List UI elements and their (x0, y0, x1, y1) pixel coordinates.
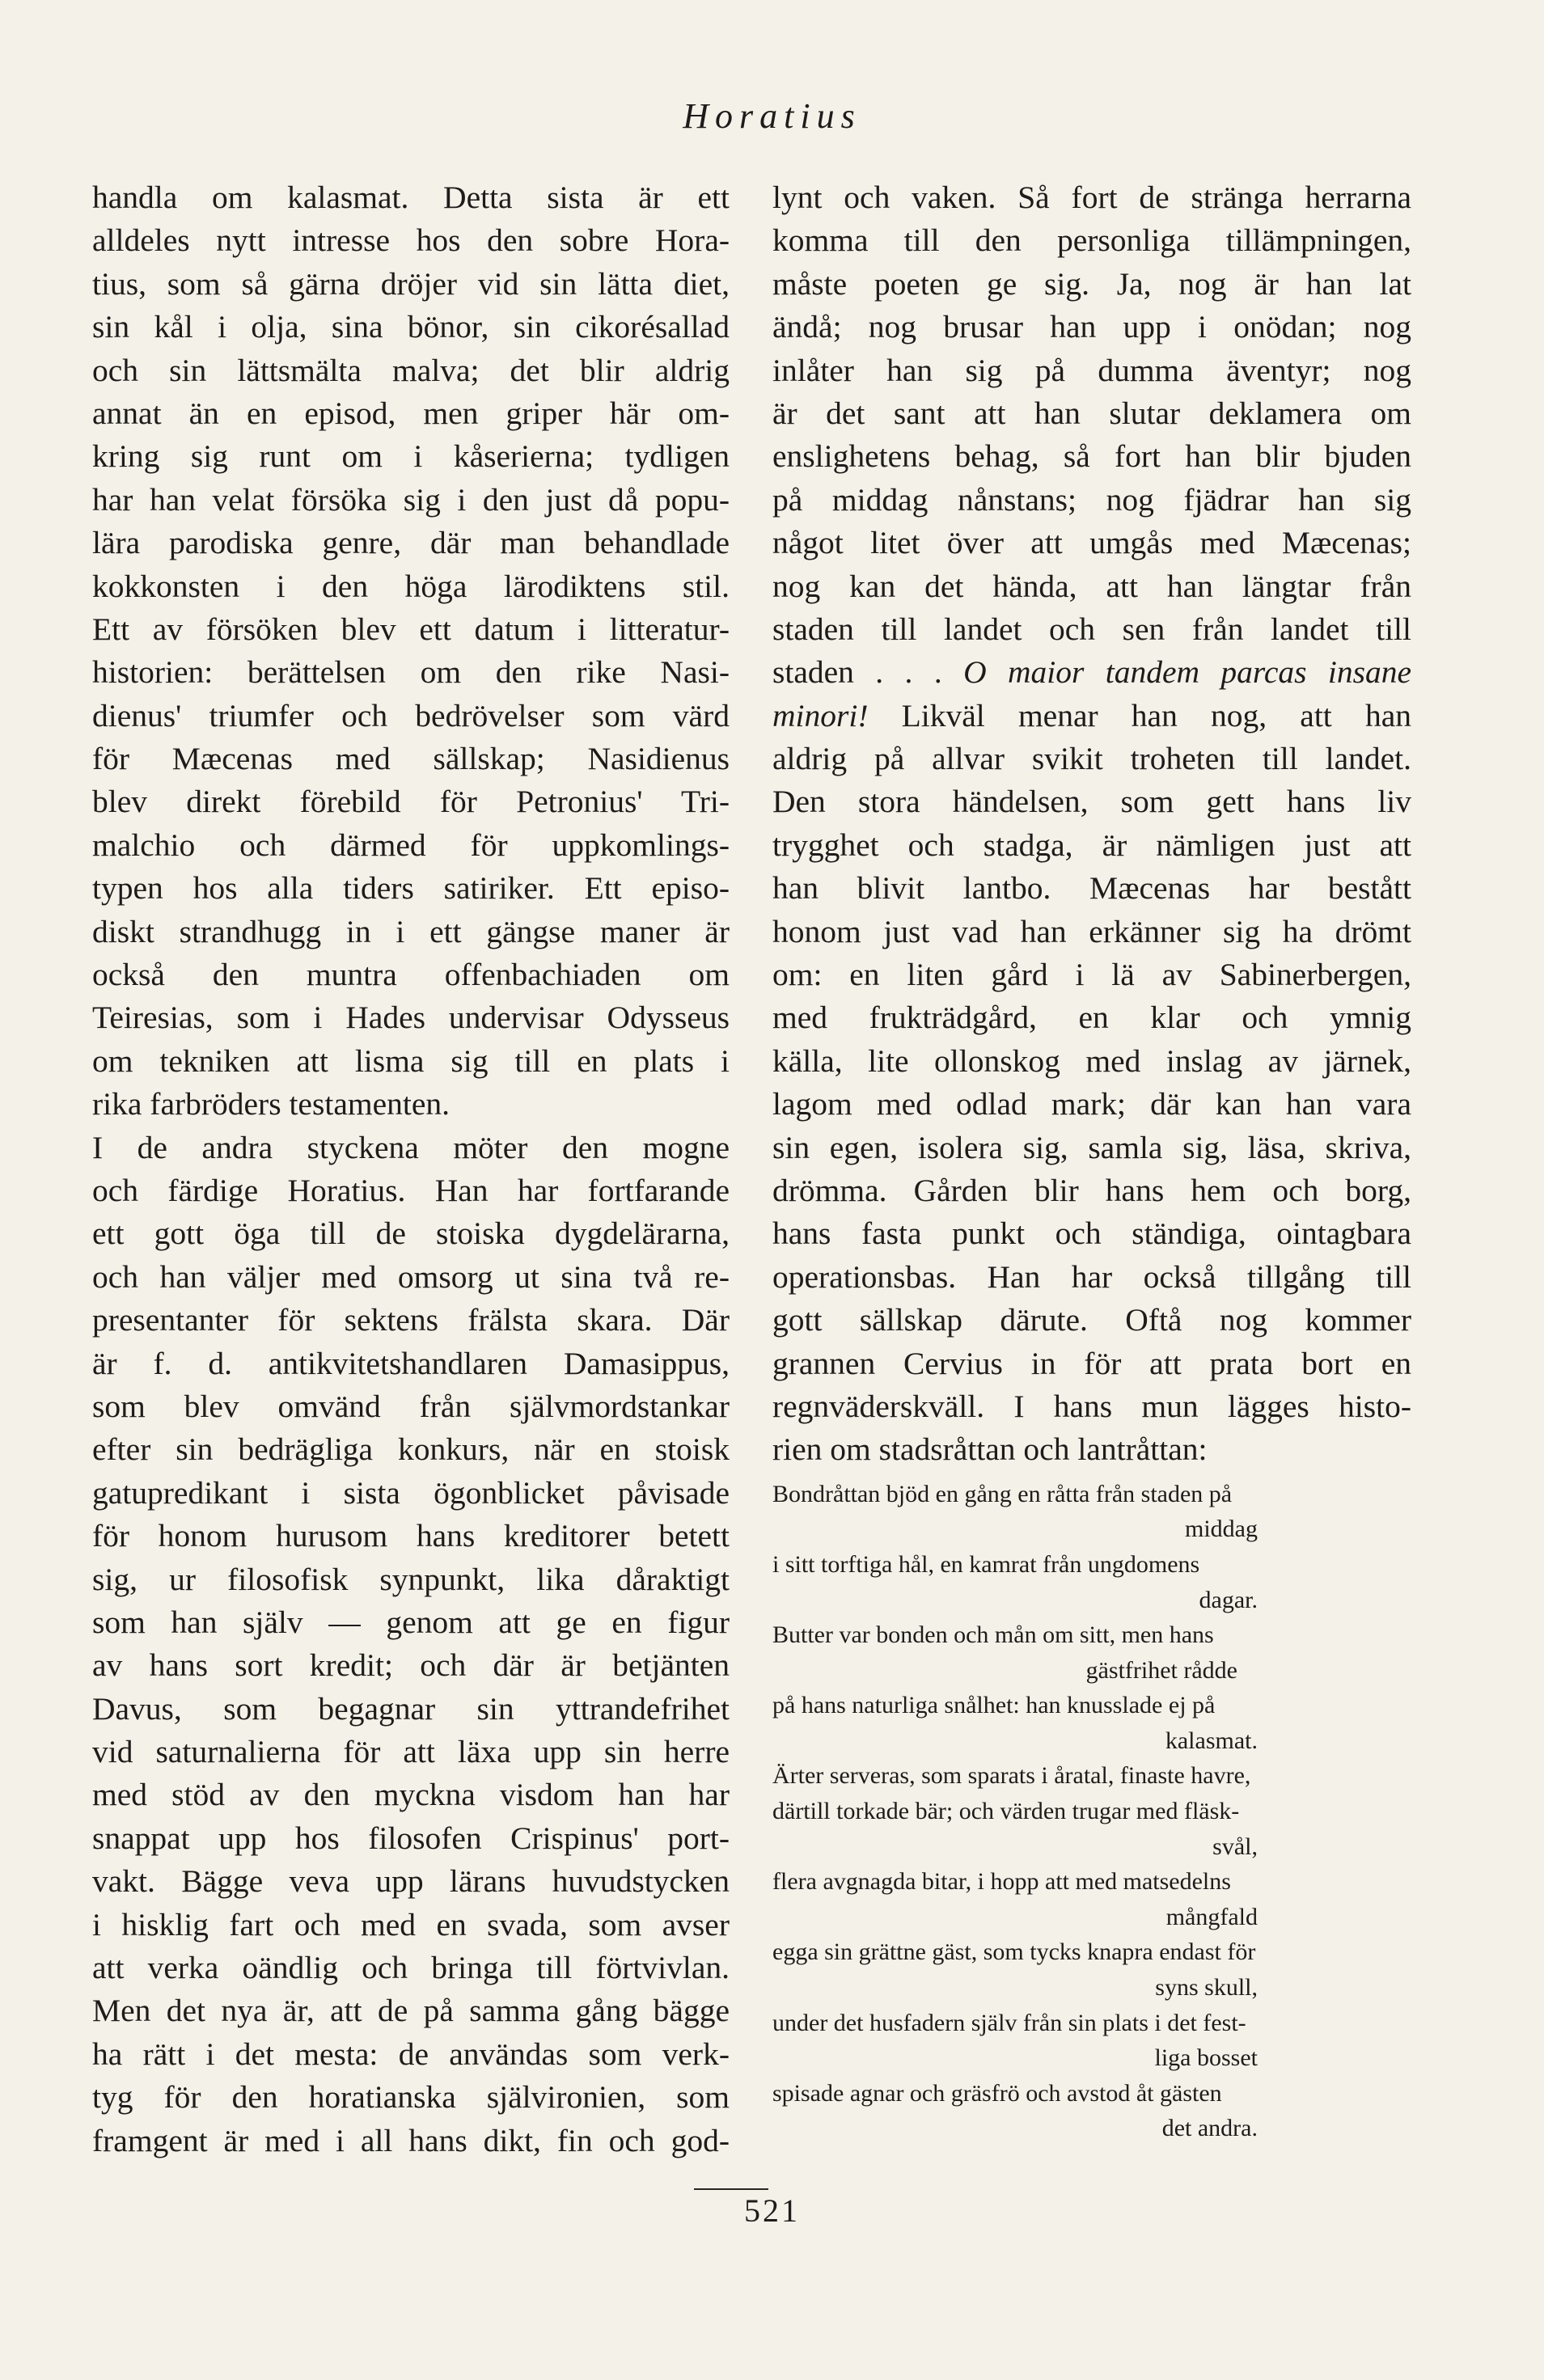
text-line: operationsbas. Han har också tillgång till (772, 1258, 1411, 1295)
text-line: kring sig runt om i kåserierna; tydligen (92, 438, 730, 475)
text-line: att verka oändlig och bringa till förtvivlan. (92, 1950, 730, 1986)
verse-line: Butter var bonden och mån om sitt, men hans (772, 1621, 1214, 1649)
text-line: grannen Cervius in för att prata bort en (772, 1345, 1411, 1381)
latin-quote: O maior tandem parcas insane (963, 654, 1411, 691)
latin-quote-end: minori! (772, 697, 869, 733)
text-line: också den muntra offenbachiaden om (92, 957, 730, 993)
verse-line: på hans naturliga snålhet: han knusslade ej på (772, 1692, 1216, 1719)
verse-line: därtill torkade bär; och värden trugar med fläsk- (772, 1798, 1240, 1825)
verse-continuation: svål, (1212, 1833, 1258, 1860)
verse-line: Bondråttan bjöd en gång en råtta från staden på (772, 1480, 1233, 1507)
text-line: Davus, som begagnar sin yttrandefrihet (92, 1690, 730, 1727)
verse-line: i sitt torftiga hål, en kamrat från ungdomens (772, 1550, 1200, 1578)
text-line: ha rätt i det mesta: de användas som verk- (92, 2035, 730, 2072)
text-line: regnväderskväll. I hans mun lägges histo- (772, 1388, 1411, 1424)
text-line: dienus' triumfer och bedrövelser som värd (92, 697, 730, 733)
text-line: enslighetens behag, så fort han blir bjuden (772, 438, 1411, 475)
verse-continuation: mångfald (1165, 1903, 1258, 1930)
text-line: måste poeten ge sig. Ja, nog är han lat (772, 265, 1411, 302)
text-line: malchio och därmed för uppkomlings- (92, 826, 730, 863)
verse-continuation: det andra. (1161, 2115, 1258, 2142)
text-line: och sin lättsmälta malva; det blir aldrig (92, 352, 730, 388)
text-line: presentanter för sektens frälsta skara. Där (92, 1302, 730, 1338)
text-line: som blev omvänd från självmordstankar (92, 1388, 730, 1424)
text-line: nog kan det hända, att han längtar från (772, 568, 1411, 604)
text-line: Ett av försöken blev ett datum i litteratur- (92, 611, 730, 647)
text-line: som han själv — genom att ge en figur (92, 1604, 730, 1640)
verse-line: Ärter serveras, som sparats i åratal, finaste havre, (772, 1762, 1251, 1790)
text-line: typen hos alla tiders satiriker. Ett episo- (92, 870, 730, 907)
text-line: snappat upp hos filosofen Crispinus' port- (92, 1820, 730, 1856)
text-line: lynt och vaken. Så fort de stränga herrarna (772, 180, 1411, 215)
text-line: med stöd av den myckna visdom han har (92, 1777, 730, 1813)
verse-continuation: liga bosset (1154, 2044, 1258, 2072)
text-line: av hans sort kredit; och där är betjänten (92, 1647, 730, 1684)
text-line: inlåter han sig på dumma äventyr; nog (772, 352, 1411, 388)
text-line: honom just vad han erkänner sig ha drömt (772, 913, 1411, 949)
text-line: något litet över att umgås med Mæcenas; (772, 525, 1411, 561)
running-head: Horatius (683, 96, 861, 136)
text-line (772, 651, 1411, 694)
text-line: är det sant att han slutar deklamera om (772, 395, 1411, 431)
text-line: ett gott öga till de stoiska dygdelärarna, (92, 1215, 730, 1252)
text-line: har han velat försöka sig i den just då popu- (92, 481, 730, 518)
text-line: staden till landet och sen från landet till (772, 611, 1411, 647)
text-line: hans fasta punkt och ständiga, ointagbara (772, 1215, 1411, 1252)
text-line: sig, ur filosofisk synpunkt, lika dåraktigt (92, 1561, 730, 1597)
text-line: drömma. Gården blir hans hem och borg, (772, 1172, 1411, 1208)
verse-line: flera avgnagda bitar, i hopp att med matsedelns (772, 1868, 1231, 1896)
text-fragment: Likväl menar han nog, att han (868, 697, 1411, 733)
verse-line: under det husfadern själv från sin plats i det fest- (772, 2009, 1246, 2036)
text-line: sin kål i olja, sina bönor, sin cikorésallad (92, 309, 730, 345)
text-line: gatupredikant i sista ögonblicket påvisade (92, 1474, 730, 1511)
right-column (772, 176, 1411, 2146)
text-line: om: en liten gård i lä av Sabinerbergen, (772, 957, 1411, 993)
text-line: ändå; nog brusar han upp i onödan; nog (772, 309, 1411, 345)
text-line: han blivit lantbo. Mæcenas har bestått (772, 870, 1411, 907)
text-line (772, 695, 1411, 738)
text-line: diskt strandhugg in i ett gängse maner är (92, 913, 730, 949)
verse-continuation: kalasmat. (1165, 1727, 1258, 1754)
text-line: gott sällskap därute. Oftå nog kommer (772, 1302, 1411, 1338)
right-column-prose (772, 176, 1411, 1472)
text-line: och färdige Horatius. Han har fortfarande (92, 1172, 730, 1208)
text-line: tyg för den horatianska självironien, som (92, 2079, 730, 2116)
text-line: Men det nya är, att de på samma gång bägge (92, 1993, 730, 2029)
text-line: källa, lite ollonskog med inslag av järnek, (772, 1042, 1411, 1079)
verse-block (772, 1477, 1411, 2146)
footer-rule (694, 2188, 768, 2190)
text-line: I de andra styckena möter den mogne (92, 1129, 730, 1165)
text-line: aldrig på allvar svikit troheten till landet. (772, 741, 1411, 777)
text-line: Teiresias, som i Hades undervisar Odysseus (92, 1000, 730, 1036)
text-line: rien om stadsråttan och lantråttan: (772, 1431, 1208, 1468)
text-line: lagom med odlad mark; där kan han vara (772, 1086, 1411, 1122)
text-line: kokkonsten i den höga lärodiktens stil. (92, 568, 730, 604)
text-line: blev direkt förebild för Petronius' Tri- (92, 784, 730, 820)
verse-line: spisade agnar och gräsfrö och avstod åt gästen (772, 2079, 1222, 2107)
text-line: och han väljer med omsorg ut sina två re- (92, 1258, 730, 1295)
text-line: handla om kalasmat. Detta sista är ett (92, 180, 730, 215)
text-line: trygghet och stadga, är nämligen just att (772, 826, 1411, 863)
text-line: om tekniken att lisma sig till en plats i (92, 1042, 730, 1079)
text-line: är f. d. antikvitetshandlaren Damasippus, (92, 1345, 730, 1381)
text-line: för Mæcenas med sällskap; Nasidienus (92, 741, 730, 777)
text-line: rika farbröders testamenten. (92, 1086, 450, 1122)
text-line: sin egen, isolera sig, samla sig, läsa, skriva, (772, 1129, 1411, 1165)
left-column (92, 176, 730, 2162)
text-line: framgent är med i all hans dikt, fin och god- (92, 2122, 730, 2158)
verse-continuation: gästfrihet rådde (1085, 1656, 1237, 1684)
text-line: vid saturnalierna för att läxa upp sin herre (92, 1734, 730, 1770)
text-line: Den stora händelsen, som gett hans liv (772, 784, 1411, 820)
text-fragment: staden . . . (772, 654, 964, 691)
verse-line: egga sin grättne gäst, som tycks knapra endast för (772, 1938, 1256, 1966)
text-line: alldeles nytt intresse hos den sobre Hora- (92, 222, 730, 259)
text-line: med frukträdgård, en klar och ymnig (772, 1000, 1411, 1036)
text-line: tius, som så gärna dröjer vid sin lätta diet, (92, 265, 730, 302)
page-number: 521 (744, 2192, 800, 2229)
text-line: komma till den personliga tillämpningen, (772, 222, 1411, 259)
verse-continuation: syns skull, (1155, 1974, 1258, 2002)
text-line: annat än en episod, men griper här om- (92, 395, 730, 431)
text-line: i hisklig fart och med en svada, som avser (92, 1906, 730, 1942)
text-line: för honom hurusom hans kreditorer betett (92, 1518, 730, 1554)
text-line: efter sin bedrägliga konkurs, när en stoisk (92, 1431, 730, 1468)
text-line: på middag nånstans; nog fjädrar han sig (772, 481, 1411, 518)
text-line: vakt. Bägge veva upp lärans huvudstycken (92, 1863, 730, 1900)
verse-continuation: dagar. (1199, 1586, 1258, 1613)
text-line: historien: berättelsen om den rike Nasi- (92, 654, 730, 691)
text-line: lära parodiska genre, där man behandlade (92, 525, 730, 561)
verse-continuation: middag (1185, 1516, 1258, 1543)
